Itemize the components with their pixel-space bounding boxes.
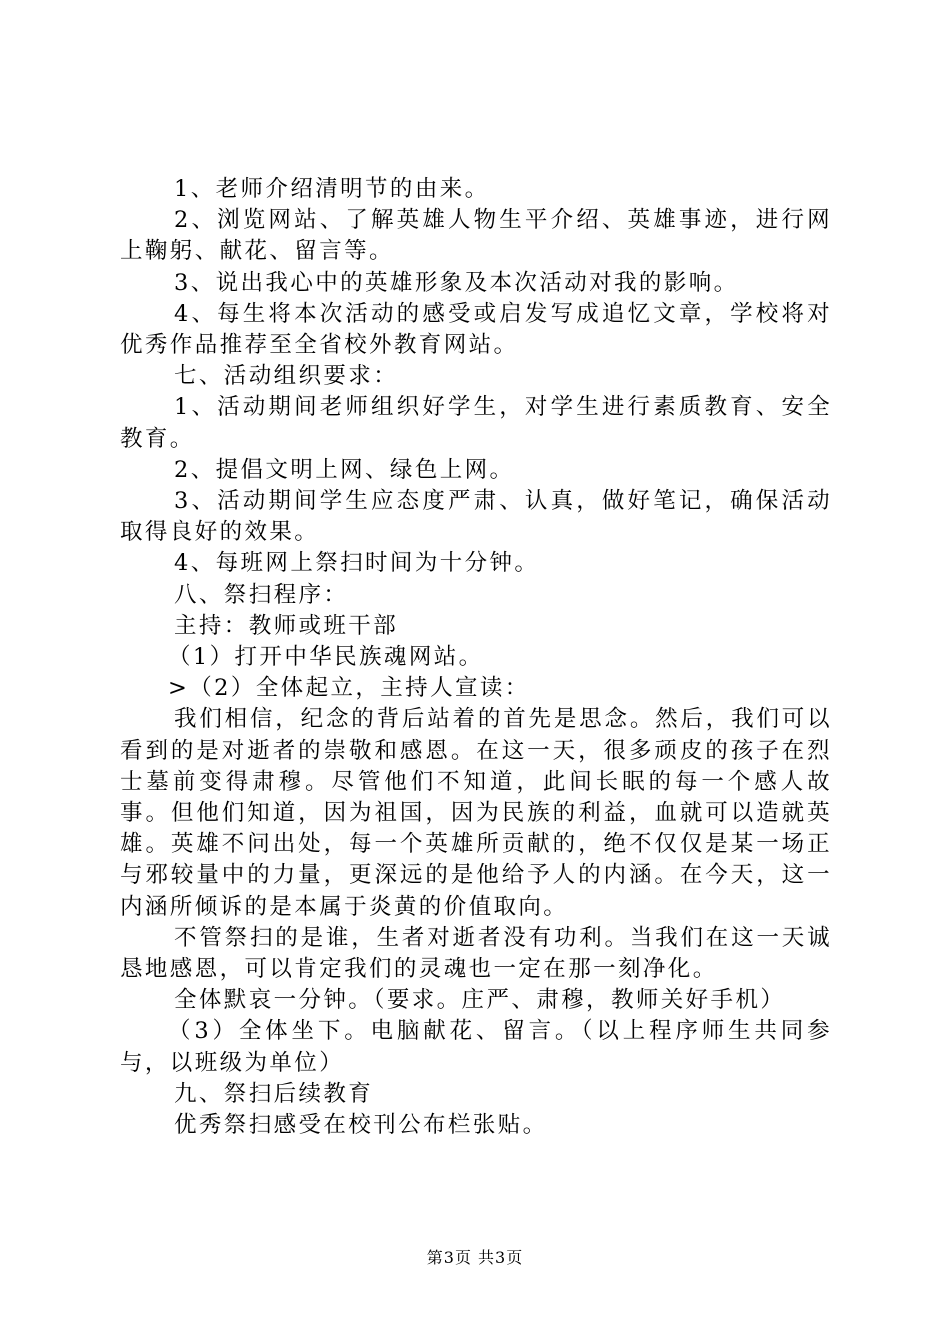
paragraph: 1、活动期间老师组织好学生，对学生进行素质教育、安全教育。 bbox=[120, 394, 832, 452]
paragraph: 3、活动期间学生应态度严肃、认真，做好笔记，确保活动取得良好的效果。 bbox=[120, 488, 832, 546]
paragraph: >（2）全体起立，主持人宣读： bbox=[168, 675, 530, 702]
paragraph: 全体默哀一分钟。（要求。庄严、肃穆，教师关好手机） bbox=[174, 987, 786, 1014]
paragraph: 七、活动组织要求： bbox=[174, 363, 399, 390]
paragraph: 1、老师介绍清明节的由来。 bbox=[174, 176, 490, 202]
paragraph: 2、提倡文明上网、绿色上网。 bbox=[174, 456, 515, 483]
paragraph: 4、每生将本次活动的感受或启发写成追忆文章，学校将对优秀作品推荐至全省校外教育网站。 bbox=[120, 300, 832, 359]
paragraph: 3、说出我心中的英雄形象及本次活动对我的影响。 bbox=[174, 269, 739, 296]
paragraph: 我们相信，纪念的背后站着的首先是思念。然后，我们可以看到的是对逝者的崇敬和感恩。在这一天，很多顽皮的孩子在烈士墓前变得肃穆。尽管他们不知道，此间长眠的每一个感人故事。但他们知道，因为祖国，因为民族的利益，血就可以造就英雄。英雄不问出处，每一个英雄所贡献的，绝不仅仅是某一场正与邪较量中的力量，更深远的是他给予人的内涵。在今天，这一内涵所倾诉的是本属于炎黄的价值取向。 bbox=[120, 706, 832, 920]
paragraph: 4、每班网上祭扫时间为十分钟。 bbox=[174, 550, 540, 577]
paragraph: 主持：教师或班干部 bbox=[174, 612, 399, 639]
paragraph: 2、浏览网站、了解英雄人物生平介绍、英雄事迹，进行网上鞠躬、献花、留言等。 bbox=[120, 207, 832, 265]
paragraph: 不管祭扫的是谁，生者对逝者没有功利。当我们在这一天诚恳地感恩，可以肯定我们的灵魂也一定在那一刻净化。 bbox=[120, 924, 832, 983]
paragraph: （3）全体坐下。电脑献花、留言。（以上程序师生共同参与，以班级为单位） bbox=[120, 1018, 832, 1076]
paragraph: 九、祭扫后续教育 bbox=[174, 1080, 374, 1107]
document-body bbox=[120, 174, 832, 1141]
paragraph: （1）打开中华民族魂网站。 bbox=[168, 644, 484, 671]
paragraph: 八、祭扫程序： bbox=[174, 581, 349, 608]
page-footer: 第3页 共3页 bbox=[426, 1248, 524, 1267]
paragraph: 优秀祭扫感受在校刊公布栏张贴。 bbox=[174, 1112, 548, 1139]
